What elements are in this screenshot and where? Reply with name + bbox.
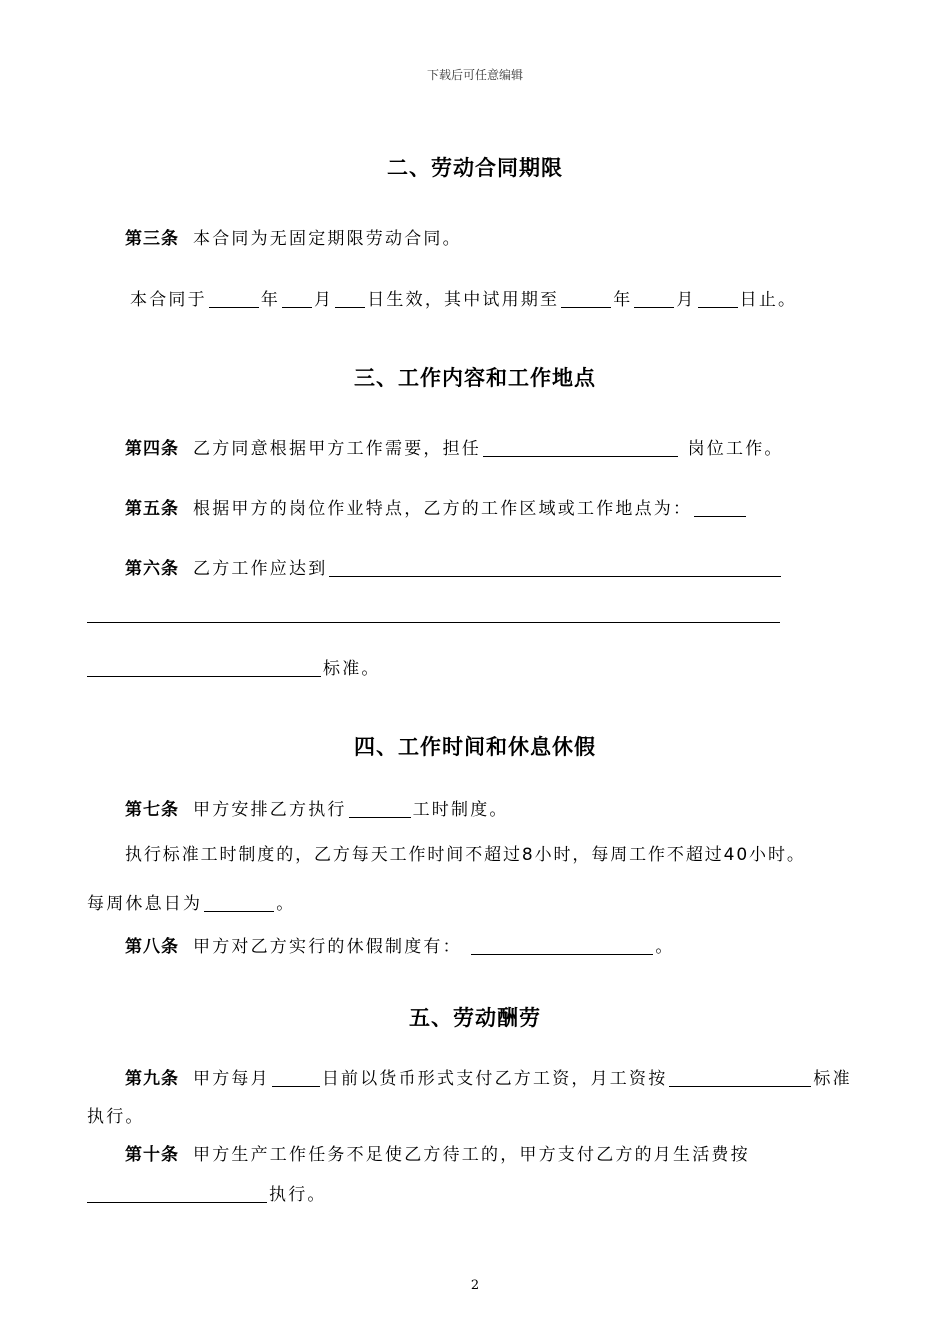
clause-text: 甲方生产工作任务不足使乙方待工的，甲方支付乙方的月生活费按 <box>193 1145 750 1165</box>
clause-text: 乙方同意根据甲方工作需要，担任 <box>193 439 481 459</box>
probation-year-blank[interactable] <box>561 289 611 308</box>
standard-blank-1[interactable] <box>329 558 781 577</box>
salary-standard-blank[interactable] <box>669 1068 811 1087</box>
clause-7-standard <box>125 840 806 865</box>
clause-text: 。 <box>655 937 675 957</box>
clause-text: 每周休息日为 <box>87 894 203 914</box>
standard-blank-2[interactable] <box>87 622 780 623</box>
section-title-4: 四、工作时间和休息休假 <box>354 735 596 759</box>
clause-text: 年 <box>613 290 633 310</box>
month-blank[interactable] <box>282 289 312 308</box>
clause-9 <box>125 1064 852 1089</box>
clause-text: 日生效，其中试用期至 <box>367 290 560 310</box>
section-title-2: 二、劳动合同期限 <box>387 156 563 180</box>
clause-text: 日止。 <box>739 290 798 310</box>
clause-label: 第六条 <box>125 559 179 579</box>
clause-label: 第八条 <box>125 937 179 957</box>
clause-8 <box>125 932 675 957</box>
page-number: 2 <box>470 1278 480 1293</box>
clause-text: 标准 <box>813 1069 852 1089</box>
clause-label: 第四条 <box>125 439 179 459</box>
clause-label: 第七条 <box>125 800 179 820</box>
clause-label: 第十条 <box>125 1145 179 1165</box>
rest-day-blank[interactable] <box>204 893 274 912</box>
year-blank[interactable] <box>209 289 259 308</box>
clause-6-cont <box>87 654 381 679</box>
living-allowance-blank[interactable] <box>87 1184 267 1203</box>
clause-text: 日前以货币形式支付乙方工资，月工资按 <box>321 1069 668 1089</box>
clause-text: 年 <box>260 290 281 310</box>
clause-text: 本合同于 <box>130 290 207 310</box>
clause-3 <box>125 224 462 249</box>
clause-text: 甲方每月 <box>193 1069 270 1089</box>
clause-text: 本合同为无固定期限劳动合同。 <box>193 229 462 249</box>
location-blank[interactable] <box>694 498 746 517</box>
day-blank[interactable] <box>335 289 365 308</box>
probation-day-blank[interactable] <box>698 289 738 308</box>
clause-text: 。 <box>276 894 296 914</box>
section-title-3: 三、工作内容和工作地点 <box>354 366 596 390</box>
clause-text: 月 <box>314 290 334 310</box>
work-hours-blank[interactable] <box>349 799 411 818</box>
clause-label: 第三条 <box>125 229 179 249</box>
pay-day-blank[interactable] <box>272 1068 320 1087</box>
clause-text: 执行。 <box>269 1185 327 1205</box>
clause-5 <box>125 494 748 519</box>
clause-text: 月 <box>676 290 696 310</box>
clause-3-dates <box>130 285 797 310</box>
clause-text: 岗位工作。 <box>687 439 784 459</box>
section-title-5: 五、劳动酬劳 <box>409 1006 541 1030</box>
clause-9-cont <box>87 1102 145 1127</box>
clause-10-cont <box>87 1180 327 1205</box>
standard-blank-3[interactable] <box>87 658 321 677</box>
clause-text: 标准。 <box>323 659 381 679</box>
clause-text: 乙方工作应达到 <box>193 559 328 579</box>
clause-6 <box>125 554 783 579</box>
clause-label: 第五条 <box>125 499 179 519</box>
clause-text: 甲方对乙方实行的休假制度有： <box>193 937 462 957</box>
probation-month-blank[interactable] <box>634 289 674 308</box>
clause-text: 执行。 <box>87 1107 145 1127</box>
clause-text: 执行标准工时制度的，乙方每天工作时间不超过8小时，每周工作不超过40小时。 <box>125 845 806 865</box>
clause-7 <box>125 795 509 820</box>
page-header: 下载后可任意编辑 <box>426 68 523 82</box>
vacation-blank[interactable] <box>471 936 653 955</box>
clause-label: 第九条 <box>125 1069 179 1089</box>
clause-text: 甲方安排乙方执行 <box>193 800 347 820</box>
clause-4 <box>125 434 784 459</box>
clause-text: 根据甲方的岗位作业特点，乙方的工作区域或工作地点为： <box>193 499 693 519</box>
position-blank[interactable] <box>483 438 678 457</box>
clause-10 <box>125 1140 750 1165</box>
clause-7-rest-day <box>87 889 295 914</box>
clause-text: 工时制度。 <box>412 800 509 820</box>
